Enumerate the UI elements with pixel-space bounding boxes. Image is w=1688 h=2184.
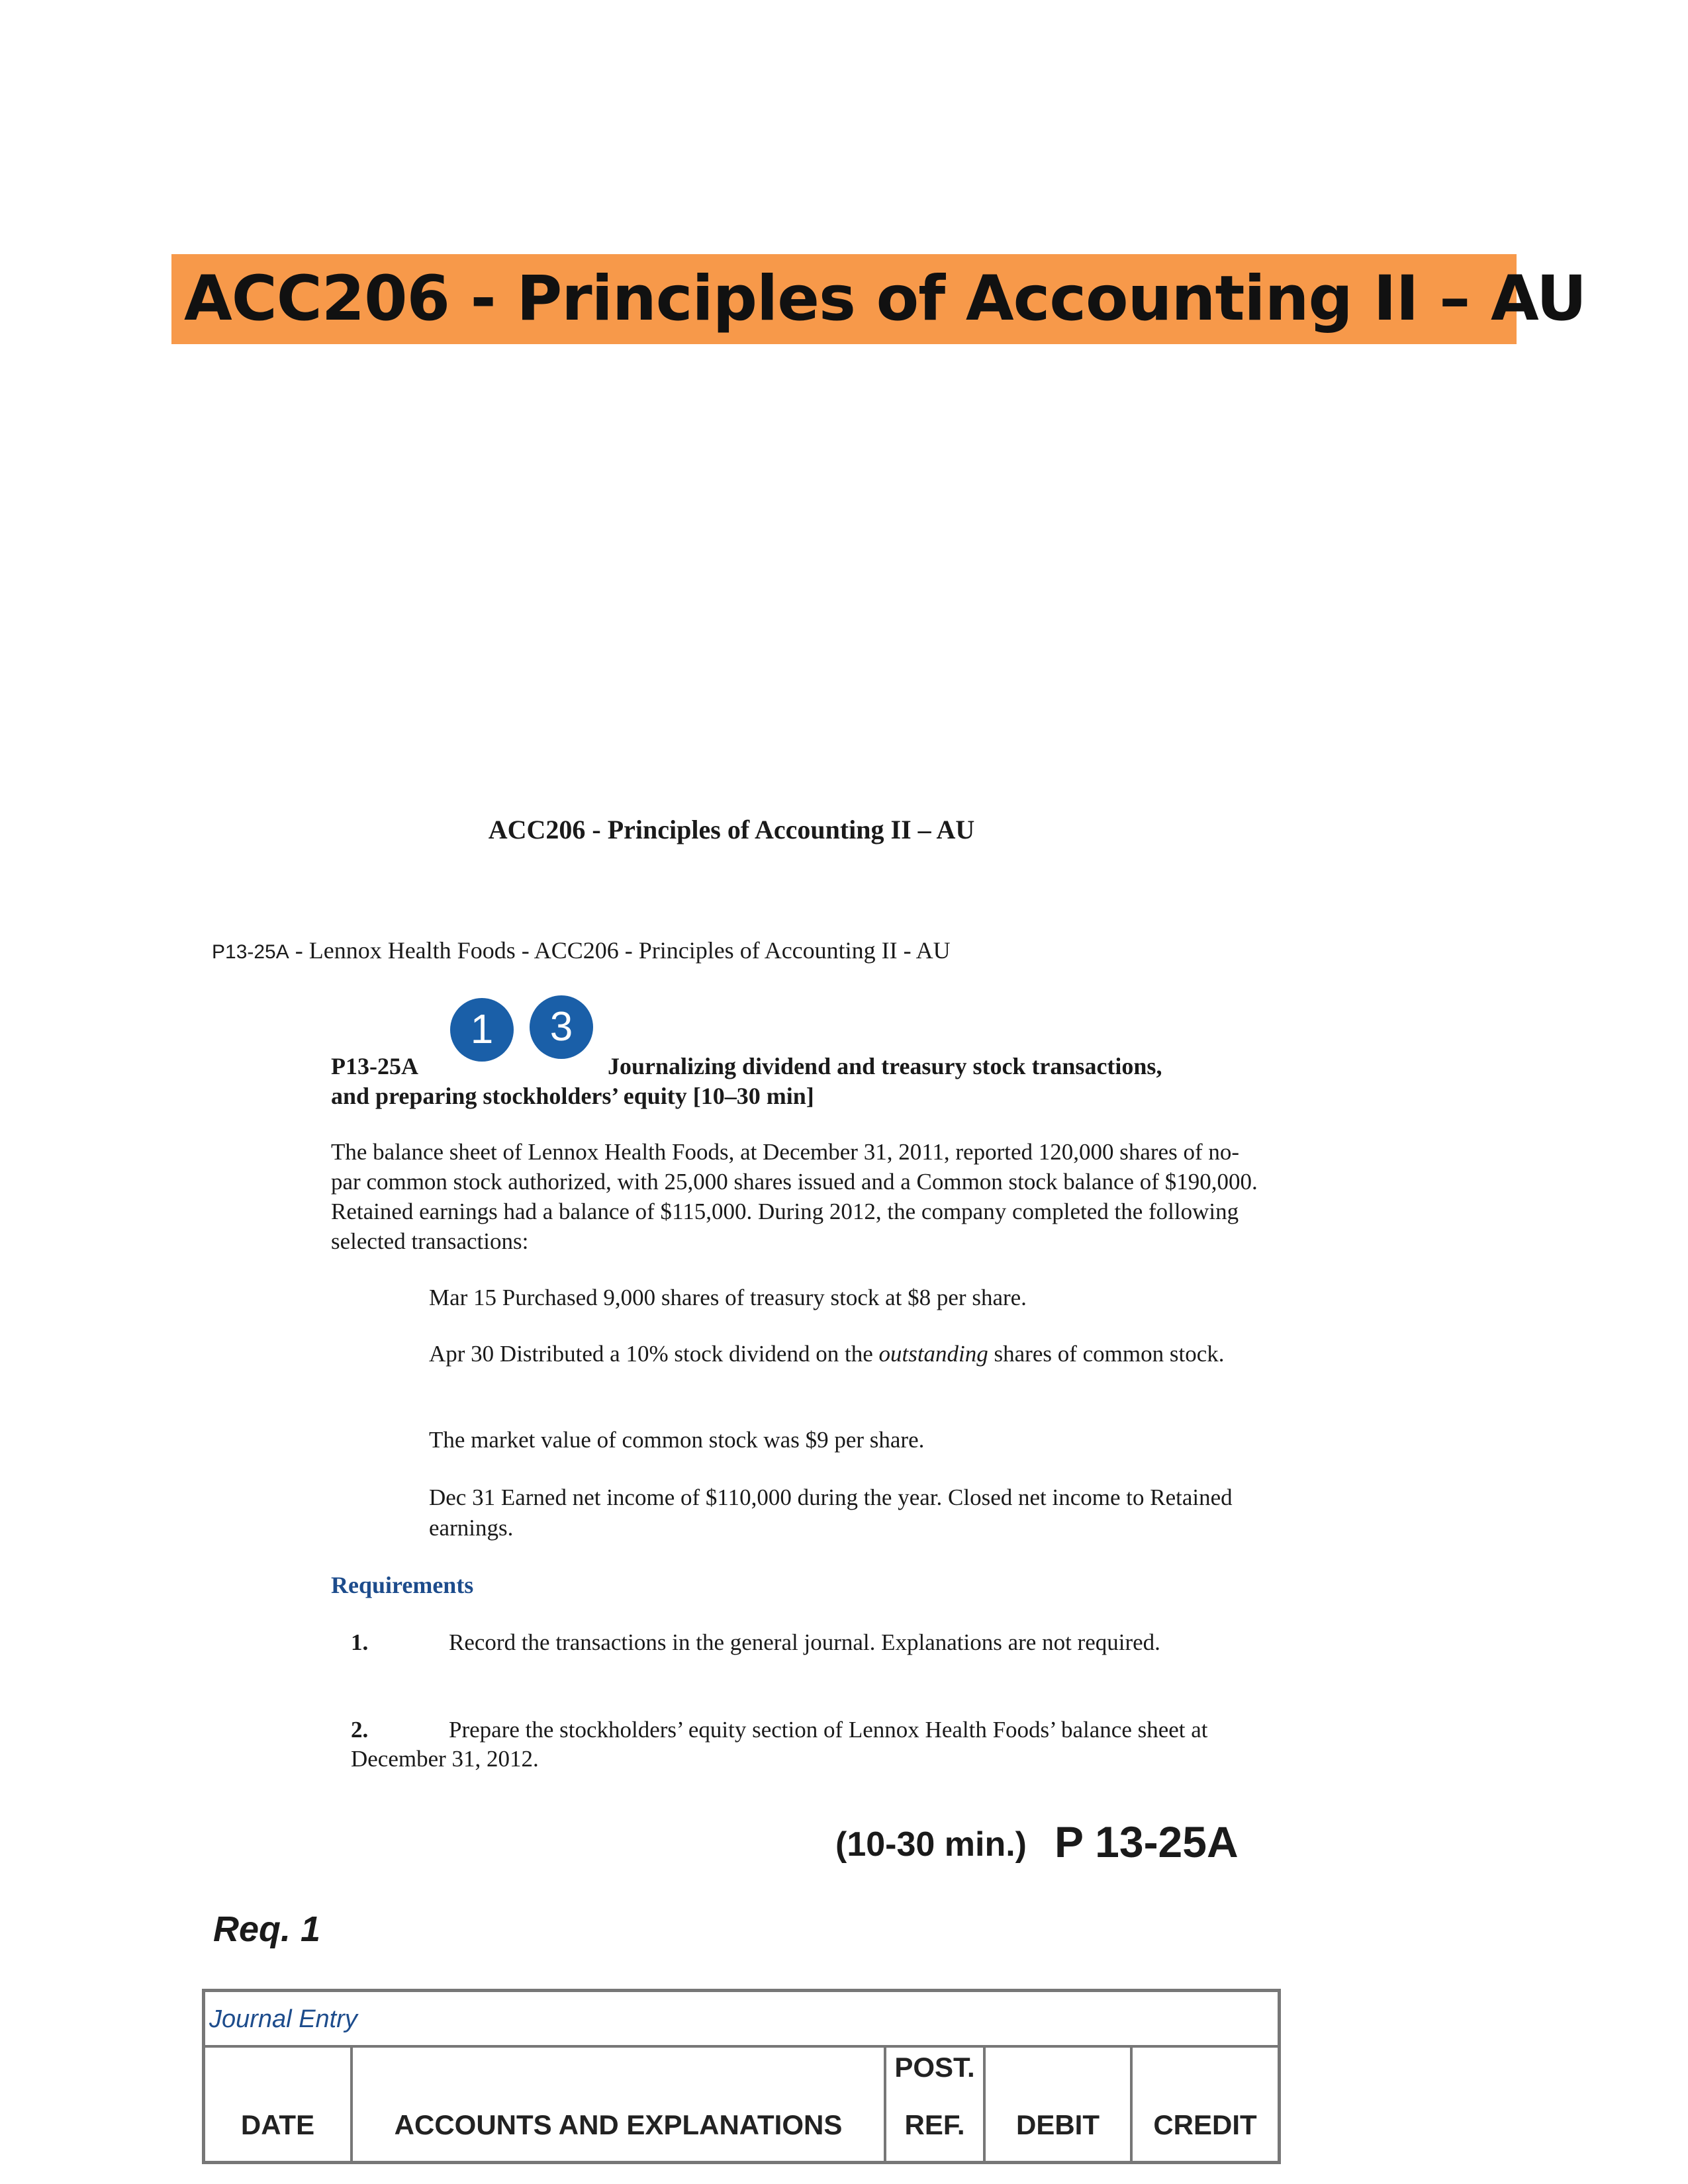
requirement-text: Prepare the stockholders’ equity section of Lennox Health Foods’ balance sheet at December 31, 2012. bbox=[351, 1717, 1208, 1772]
journal-caption: Journal Entry bbox=[209, 2005, 357, 2033]
transaction-text: Apr 30 Distributed a 10% stock dividend on the bbox=[429, 1341, 879, 1367]
journal-entry-table bbox=[202, 1989, 1281, 2164]
transaction-item: Dec 31 Earned net income of $110,000 during the year. Closed net income to Retained earnings. bbox=[429, 1484, 1233, 1541]
column-divider bbox=[350, 2048, 353, 2161]
column-divider bbox=[983, 2048, 986, 2161]
transaction-text: shares of common stock. bbox=[988, 1341, 1225, 1367]
requirement-item bbox=[351, 1628, 1264, 1657]
learning-objective-1-badge: 1 bbox=[450, 998, 514, 1062]
document-subheader bbox=[212, 936, 951, 964]
credit-column-header: CREDIT bbox=[1153, 2109, 1257, 2140]
requirement-1-label: Req. 1 bbox=[213, 1909, 321, 1949]
problem-title-line2: and preparing stockholders’ equity [10–30 min] bbox=[331, 1083, 814, 1109]
requirement-number: 1. bbox=[351, 1629, 369, 1655]
transaction-item: Mar 15 Purchased 9,000 shares of treasury stock at $8 per share. bbox=[429, 1285, 1027, 1310]
date-column-header: DATE bbox=[240, 2109, 315, 2140]
problem-code: P13-25A bbox=[331, 1053, 418, 1079]
requirement-text: Record the transactions in the general journal. Explanations are not required. bbox=[449, 1629, 1160, 1655]
transaction-item bbox=[429, 1339, 1250, 1369]
accounts-column-header: ACCOUNTS AND EXPLANATIONS bbox=[394, 2109, 843, 2140]
problem-reference: P 13-25A bbox=[1055, 1817, 1239, 1866]
document-header: ACC206 - Principles of Accounting II – AU bbox=[488, 815, 975, 844]
subheader-code: P13-25A bbox=[212, 941, 289, 963]
problem-intro: The balance sheet of Lennox Health Foods, at December 31, 2011, reported 120,000 shares of no-par common stock authorized, with 25,000 shares issued and a Common stock balance of $190,000. Retained earnings had a balance of $115,000. During 2012, the company completed the following selected transactions: bbox=[331, 1139, 1258, 1254]
time-estimate: (10-30 min.) bbox=[835, 1825, 1027, 1864]
column-divider bbox=[1130, 2048, 1133, 2161]
post-ref-column-header-line2: REF. bbox=[904, 2109, 965, 2140]
banner-title: ACC206 - Principles of Accounting II – AU bbox=[184, 263, 1587, 335]
subheader-text: - Lennox Health Foods - ACC206 - Principles of Accounting II - AU bbox=[289, 937, 951, 964]
debit-column-header: DEBIT bbox=[1016, 2109, 1100, 2140]
problem-title-line1: Journalizing dividend and treasury stock transactions, bbox=[608, 1053, 1162, 1079]
transaction-item: The market value of common stock was $9 per share. bbox=[429, 1427, 925, 1453]
learning-objective-3-badge: 3 bbox=[530, 995, 593, 1059]
requirements-heading: Requirements bbox=[331, 1572, 474, 1598]
table-divider bbox=[205, 2045, 1278, 2048]
requirement-item bbox=[351, 1715, 1264, 1774]
requirement-number: 2. bbox=[351, 1717, 369, 1743]
post-ref-column-header-line1: POST. bbox=[894, 2052, 975, 2083]
transaction-emphasis: outstanding bbox=[878, 1341, 988, 1367]
